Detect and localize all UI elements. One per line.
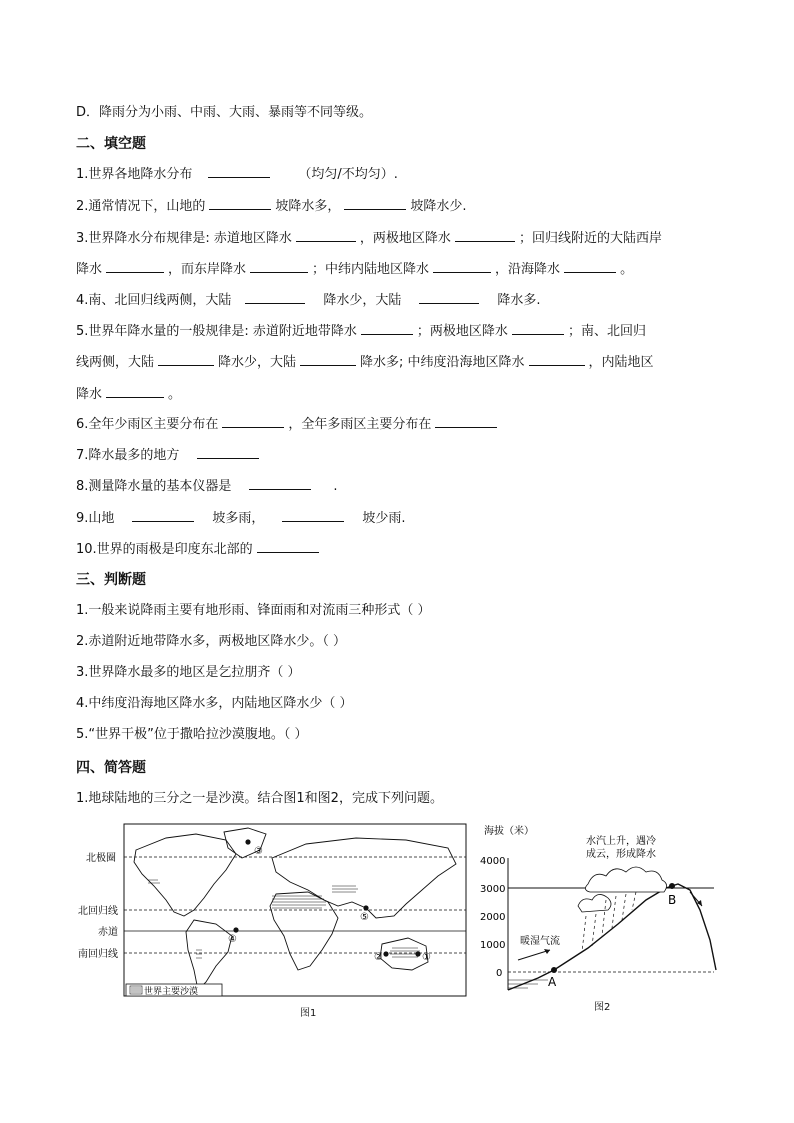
section-judge-heading: 三、判断题 xyxy=(76,572,146,588)
marker-2: ② xyxy=(374,952,383,963)
answer-blank[interactable] xyxy=(245,291,305,304)
answer-blank[interactable] xyxy=(250,260,308,273)
tick-1000: 1000 xyxy=(480,940,506,951)
figure-1-world-map xyxy=(76,820,468,1000)
fill-q3-cont: 降水 ，而东岸降水 ；中纬内陆地区降水 ，沿海降水 。 xyxy=(76,262,634,277)
fill-q10: 10.世界的雨极是印度东北部的 xyxy=(76,540,323,559)
section-fill-heading: 二、填空题 xyxy=(76,136,146,152)
answer-blank[interactable] xyxy=(433,260,491,273)
answer-blank[interactable] xyxy=(209,197,271,210)
answer-blank[interactable] xyxy=(132,509,194,522)
fill-q1: 1.世界各地降水分布 （均匀/不均匀）. xyxy=(76,167,398,182)
answer-blank[interactable] xyxy=(564,260,616,273)
answer-blank[interactable] xyxy=(197,446,259,459)
answer-blank[interactable] xyxy=(222,415,284,428)
figure-2-orographic-rain xyxy=(478,820,724,998)
answer-blank[interactable] xyxy=(300,353,356,366)
section-short-heading: 四、简答题 xyxy=(76,760,146,776)
answer-blank[interactable] xyxy=(529,353,585,366)
tick-0: 0 xyxy=(496,968,503,979)
fill-q6: 6.全年少雨区主要分布在 ，全年多雨区主要分布在 xyxy=(76,415,501,434)
fill-q4: 4.南、北回归线两侧，大陆 降水少，大陆 降水多. xyxy=(76,293,541,308)
judge-q3: 3.世界降水最多的地区是乞拉朋齐（ ） xyxy=(76,665,301,680)
fill-q8: 8.测量降水量的基本仪器是 . xyxy=(76,479,338,494)
answer-blank[interactable] xyxy=(455,229,515,242)
answer-blank[interactable] xyxy=(282,509,344,522)
answer-blank[interactable] xyxy=(344,197,406,210)
answer-blank[interactable] xyxy=(106,385,164,398)
short-q1: 1.地球陆地的三分之一是沙漠。结合图1和图2，完成下列问题。 xyxy=(76,791,443,806)
label-equator: 赤道 xyxy=(98,927,118,938)
answer-blank[interactable] xyxy=(208,165,270,178)
answer-blank[interactable] xyxy=(106,260,164,273)
fill-q9: 9.山地 坡多雨， 坡少雨. xyxy=(76,511,406,526)
answer-blank[interactable] xyxy=(257,540,319,553)
marker-5: ⑤ xyxy=(360,912,369,923)
tick-2000: 2000 xyxy=(480,912,506,923)
judge-q1: 1.一般来说降雨主要有地形雨、锋面雨和对流雨三种形式（ ） xyxy=(76,603,431,618)
answer-blank[interactable] xyxy=(249,477,311,490)
label-tropic-cancer: 北回归线 xyxy=(78,906,118,917)
answer-blank[interactable] xyxy=(419,291,479,304)
answer-blank[interactable] xyxy=(296,229,356,242)
point-a: A xyxy=(548,975,557,989)
marker-3: ③ xyxy=(254,846,263,857)
tick-3000: 3000 xyxy=(480,884,506,895)
fill-q3: 3.世界降水分布规律是: 赤道地区降水 ，两极地区降水 ；回归线附近的大陆西岸 xyxy=(76,231,662,246)
tick-4000: 4000 xyxy=(480,856,506,867)
label-warm-moist-air: 暖湿气流 xyxy=(520,936,560,947)
answer-blank[interactable] xyxy=(158,353,214,366)
judge-q4: 4.中纬度沿海地区降水多，内陆地区降水少（ ） xyxy=(76,696,353,711)
label-arctic-circle: 北极圈 xyxy=(86,853,116,864)
axis-label-elevation: 海拔（米） xyxy=(484,826,534,837)
fill-q7: 7.降水最多的地方 xyxy=(76,446,263,465)
fill-q5-cont: 线两侧，大陆 降水少，大陆 降水多; 中纬度沿海地区降水 ，内陆地区 xyxy=(76,355,654,370)
note-forms-rain: 成云，形成降水 xyxy=(586,849,656,860)
judge-q2: 2.赤道附近地带降水多，两极地区降水少。（ ） xyxy=(76,634,347,649)
label-tropic-capricorn: 南回归线 xyxy=(78,949,118,960)
answer-blank[interactable] xyxy=(435,415,497,428)
fill-q2: 2.通常情况下，山地的 坡降水多， 坡降水少. xyxy=(76,199,467,214)
figure-2-caption: 图2 xyxy=(594,1002,611,1013)
answer-blank[interactable] xyxy=(361,322,413,335)
figure-1-caption: 图1 xyxy=(300,1008,317,1019)
answer-blank[interactable] xyxy=(512,322,564,335)
point-b: B xyxy=(668,893,677,907)
legend-desert: 世界主要沙漠 xyxy=(144,987,199,997)
fill-q5: 5.世界年降水量的一般规律是: 赤道附近地带降水 ；两极地区降水 ；南、北回归 xyxy=(76,324,646,339)
marker-4: ④ xyxy=(228,934,237,945)
fill-q5-cont2: 降水 。 xyxy=(76,387,182,402)
clouds xyxy=(578,867,667,912)
marker-1: ① xyxy=(422,952,431,963)
judge-q5: 5.“世界干极”位于撒哈拉沙漠腹地。（ ） xyxy=(76,727,308,742)
option-d: D．降雨分为小雨、中雨、大雨、暴雨等不同等级。 xyxy=(76,105,373,120)
note-vapor-rises: 水汽上升，遇冷 xyxy=(586,836,656,847)
